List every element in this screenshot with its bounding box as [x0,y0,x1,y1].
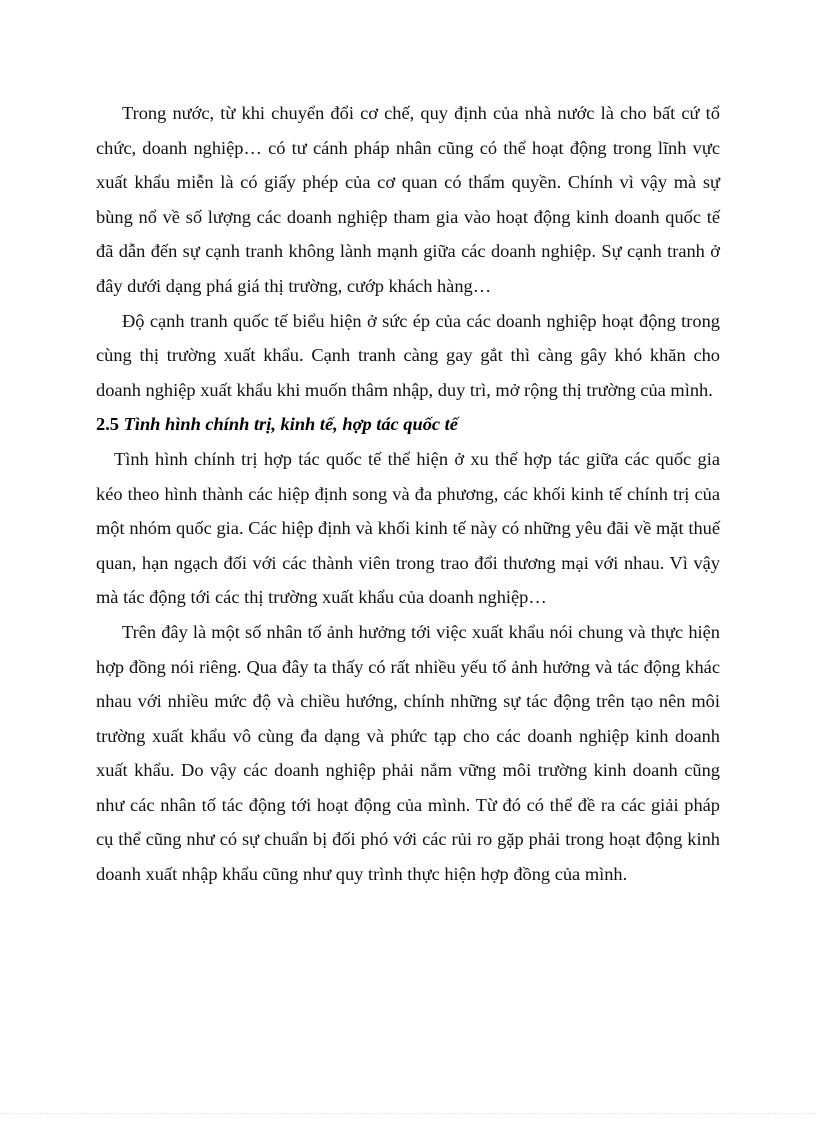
paragraph-summary: Trên đây là một số nhân tố ảnh hưởng tới việc xuất khẩu nói chung và thực hiện hợp đồng nói riêng. Qua đây ta thấy có rất nhiều yếu tố ảnh hưởng và tác động khác nhau với nhiều mức độ và chiều hướng, chính những sự tác động trên tạo nên môi trường xuất khẩu vô cùng đa dạng và phức tạp cho các doanh nghiệp kinh doanh xuất khẩu. Do vậy các doanh nghiệp phải nắm vững môi trường kinh doanh cũng như các nhân tố tác động tới hoạt động của mình. Từ đó có thể đề ra các giải pháp cụ thể cũng như có sự chuẩn bị đối phó với các rủi ro gặp phải trong hoạt động kinh doanh xuất nhập khẩu cũng như quy trình thực hiện hợp đồng của mình. [96,621,720,885]
section-heading [96,407,720,442]
paragraph-domestic-competition: Trong nước, từ khi chuyển đổi cơ chế, quy định của nhà nước là cho bất cứ tổ chức, doanh nghiệp… có tư cánh pháp nhân cũng có thể hoạt động trong lĩnh vực xuất khẩu miễn là có giấy phép của cơ quan có thẩm quyền. Chính vì vậy mà sự bùng nổ về số lượng các doanh nghiệp tham gia vào hoạt động kinh doanh quốc tế đã dẫn đến sự cạnh tranh không lành mạnh giữa các doanh nghiệp. Sự cạnh tranh ở đây dưới dạng phá giá thị trường, cướp khách hàng… [96,103,720,296]
document-body [96,96,720,892]
page-bottom-border [0,1113,816,1114]
section-title: Tình hình chính trị, kinh tế, hợp tác quốc tế [123,414,458,435]
paragraph-international-competition: Độ cạnh tranh quốc tế biểu hiện ở sức ép của các doanh nghiệp hoạt động trong cùng thị trường xuất khẩu. Cạnh tranh càng gay gắt thì càng gây khó khăn cho doanh nghiệp xuất khẩu khi muốn thâm nhập, duy trì, mở rộng thị trường của mình. [96,310,720,400]
section-number: 2.5 [96,414,119,435]
paragraph-political-cooperation: Tình hình chính trị hợp tác quốc tế thể hiện ở xu thế hợp tác giữa các quốc gia kéo theo hình thành các hiệp định song và đa phương, các khối kinh tế chính trị của một nhóm quốc gia. Các hiệp định và khối kinh tế này có những yêu đãi về mặt thuế quan, hạn ngạch đối với các thành viên trong trao đổi thương mại với nhau. Vì vậy mà tác động tới các thị trường xuất khẩu của doanh nghiệp… [96,448,720,608]
